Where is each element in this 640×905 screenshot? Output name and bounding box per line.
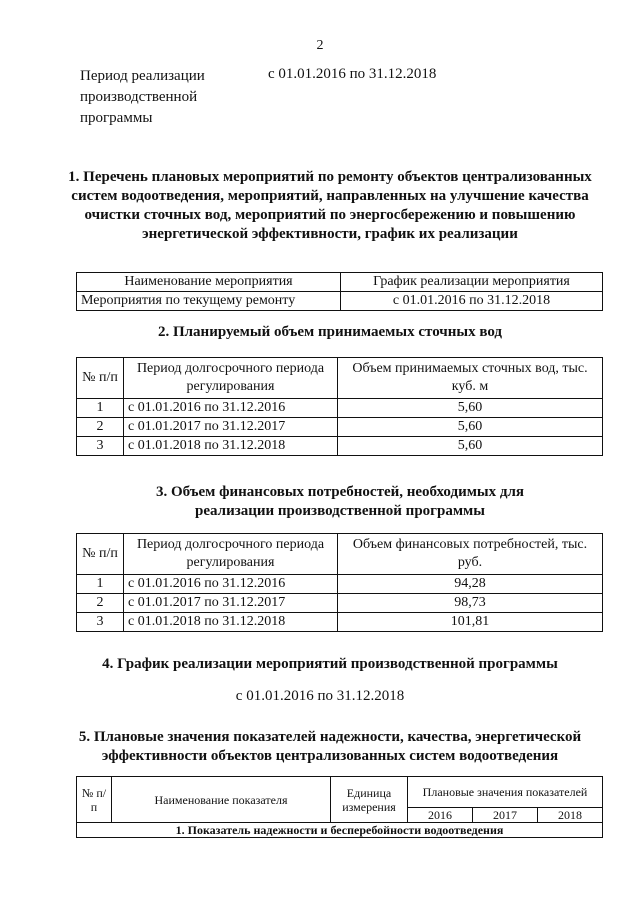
column-header: График реализации мероприятия <box>341 273 603 292</box>
section4-title: 4. График реализации мероприятий производственной программы <box>102 656 558 672</box>
table-cell: 5,60 <box>338 418 603 437</box>
table-cell: с 01.01.2016 по 31.12.2016 <box>124 575 338 594</box>
table-header-row <box>77 273 603 292</box>
table-header-row <box>77 777 603 808</box>
column-header: Объем принимаемых сточных вод, тыс. куб. м <box>338 358 603 399</box>
table-row <box>77 399 603 418</box>
table-cell: с 01.01.2016 по 31.12.2016 <box>124 399 338 418</box>
table-header-row <box>77 534 603 575</box>
table-cell: с 01.01.2016 по 31.12.2018 <box>341 292 603 311</box>
table-row <box>77 418 603 437</box>
table-cell: 2 <box>77 594 124 613</box>
table-cell: 3 <box>77 613 124 632</box>
year-header: 2017 <box>472 808 537 823</box>
table-cell: с 01.01.2017 по 31.12.2017 <box>124 418 338 437</box>
section1-title: 1. Перечень плановых мероприятий по ремонту объектов централизованных систем водоотведения, мероприятий, направленных на улучшение качества очистки сточных вод, мероприятий по энергосбережению и повышению энергетической эффективности, график их реализации <box>68 169 592 242</box>
column-header: Наименование показателя <box>112 777 331 823</box>
section2-table <box>76 357 603 456</box>
section2-title: 2. Планируемый объем принимаемых сточных вод <box>157 324 503 340</box>
table-cell: с 01.01.2017 по 31.12.2017 <box>124 594 338 613</box>
year-header: 2018 <box>537 808 602 823</box>
column-header: Объем финансовых потребностей, тыс. руб. <box>338 534 603 575</box>
table-cell: 2 <box>77 418 124 437</box>
table-cell: 3 <box>77 437 124 456</box>
period-value: с 01.01.2016 по 31.12.2018 <box>268 66 437 82</box>
table-cell: 101,81 <box>338 613 603 632</box>
table-cell: 98,73 <box>338 594 603 613</box>
column-header: Плановые значения показателей <box>408 777 603 808</box>
column-header: Единица измерения <box>331 777 408 823</box>
section3-title: 3. Объем финансовых потребностей, необходимых для реализации производственной программы <box>155 484 525 519</box>
section3-table <box>76 533 603 632</box>
table-row <box>77 575 603 594</box>
section1-table <box>76 272 603 311</box>
table-row <box>77 437 603 456</box>
table-header-row <box>77 358 603 399</box>
table-row <box>77 292 603 311</box>
table-cell: 1 <box>77 575 124 594</box>
section5-table <box>76 776 603 838</box>
year-header: 2016 <box>408 808 473 823</box>
table-cell: 5,60 <box>338 437 603 456</box>
section5-title: 5. Плановые значения показателей надежности, качества, энергетической эффективности объектов централизованных систем водоотведения <box>78 729 582 764</box>
column-header: № п/п <box>77 777 112 823</box>
table-cell: 94,28 <box>338 575 603 594</box>
table-row <box>77 613 603 632</box>
table-cell: 1 <box>77 399 124 418</box>
table-cell: с 01.01.2018 по 31.12.2018 <box>124 437 338 456</box>
table-cell: с 01.01.2018 по 31.12.2018 <box>124 613 338 632</box>
column-header: № п/п <box>77 534 124 575</box>
page-number: 2 <box>316 38 324 53</box>
table-cell: 5,60 <box>338 399 603 418</box>
subsection-heading: 1. Показатель надежности и бесперебойности водоотведения <box>77 823 603 838</box>
section4-period: с 01.01.2016 по 31.12.2018 <box>235 688 405 704</box>
table-row <box>77 823 603 838</box>
column-header: № п/п <box>77 358 124 399</box>
column-header: Период долгосрочного периода регулирования <box>124 358 338 399</box>
table-cell: Мероприятия по текущему ремонту <box>77 292 341 311</box>
table-row <box>77 594 603 613</box>
column-header: Наименование мероприятия <box>77 273 341 292</box>
column-header: Период долгосрочного периода регулирования <box>124 534 338 575</box>
period-label: Период реализации производственной программы <box>80 68 205 126</box>
